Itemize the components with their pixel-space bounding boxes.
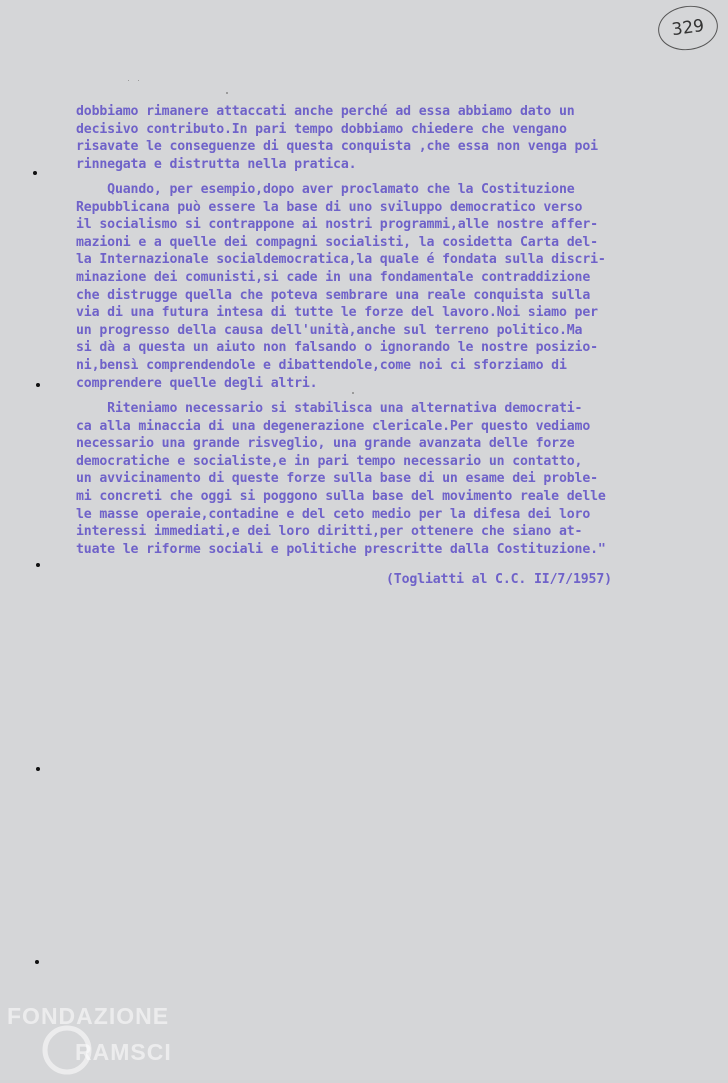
- paragraph-3: Riteniamo necessario si stabilisca una alternativa democrati- ca alla minaccia di una degenerazione clericale.Per questo vediamo necessario una grande risveglio, una grande avanzata delle forze democratiche e socialiste,e in pari tempo necessario un contatto, un avvicinamento di queste forze sulla base di un esame dei proble- mi concreti che oggi si poggono sulla base del movimento reale delle le masse operaie,contadine e del ceto medio per la difesa dei loro interessi immediati,e dei loro diritti,per ottenere che siano at- tuate le riforme sociali e politiche prescritte dalla Costituzione.": [76, 401, 606, 557]
- margin-mark: [36, 563, 40, 567]
- paper-speck: [226, 92, 228, 94]
- page-number-stamp: 329: [655, 2, 721, 54]
- margin-mark: [35, 960, 39, 964]
- paragraph-2: Quando, per esempio,dopo aver proclamato che la Costituzione Repubblicana può essere la base di uno sviluppo democratico verso il socialismo si contrappone ai nostri programmi,alle nostre affer- mazioni e a quelle dei compagni socialisti, la cosidetta Carta del- la Internazionale socialdemocratica,la quale é fondata sulla discri- minazione dei comunisti,si cade in una fondamentale contraddizione che distrugge quella che poteva sembrare una reale conquista sulla via di una futura intesa di tutte le forze del lavoro.Noi siamo per un progresso della causa dell'unità,anche sul terreno politico.Ma si dà a questa un aiuto non falsando o ignorando le nostre posizio- ni,bensì comprendendole e dibattendole,come noi ci sforziamo di comprendere quelle degli altri.: [76, 182, 606, 391]
- margin-mark: [33, 171, 37, 175]
- watermark-graphic: [5, 998, 205, 1078]
- signature-citation: (Togliatti al C.C. II/7/1957): [386, 572, 612, 587]
- paper-speck: [128, 80, 129, 81]
- margin-mark: [36, 383, 40, 387]
- paragraph-1: dobbiamo rimanere attaccati anche perché ad essa abbiamo dato un decisivo contributo.In pari tempo dobbiamo chiedere che vengano risavate le conseguenze di questa conquista ,che essa non venga poi rinnegata e distrutta nella pratica.: [76, 104, 598, 172]
- svg-text:RAMSCI: RAMSCI: [75, 1039, 172, 1065]
- svg-text:FONDAZIONE: FONDAZIONE: [7, 1003, 170, 1029]
- paper-speck: [352, 392, 354, 394]
- watermark-logo: [5, 998, 205, 1078]
- paper-speck: [138, 80, 139, 81]
- margin-mark: [36, 767, 40, 771]
